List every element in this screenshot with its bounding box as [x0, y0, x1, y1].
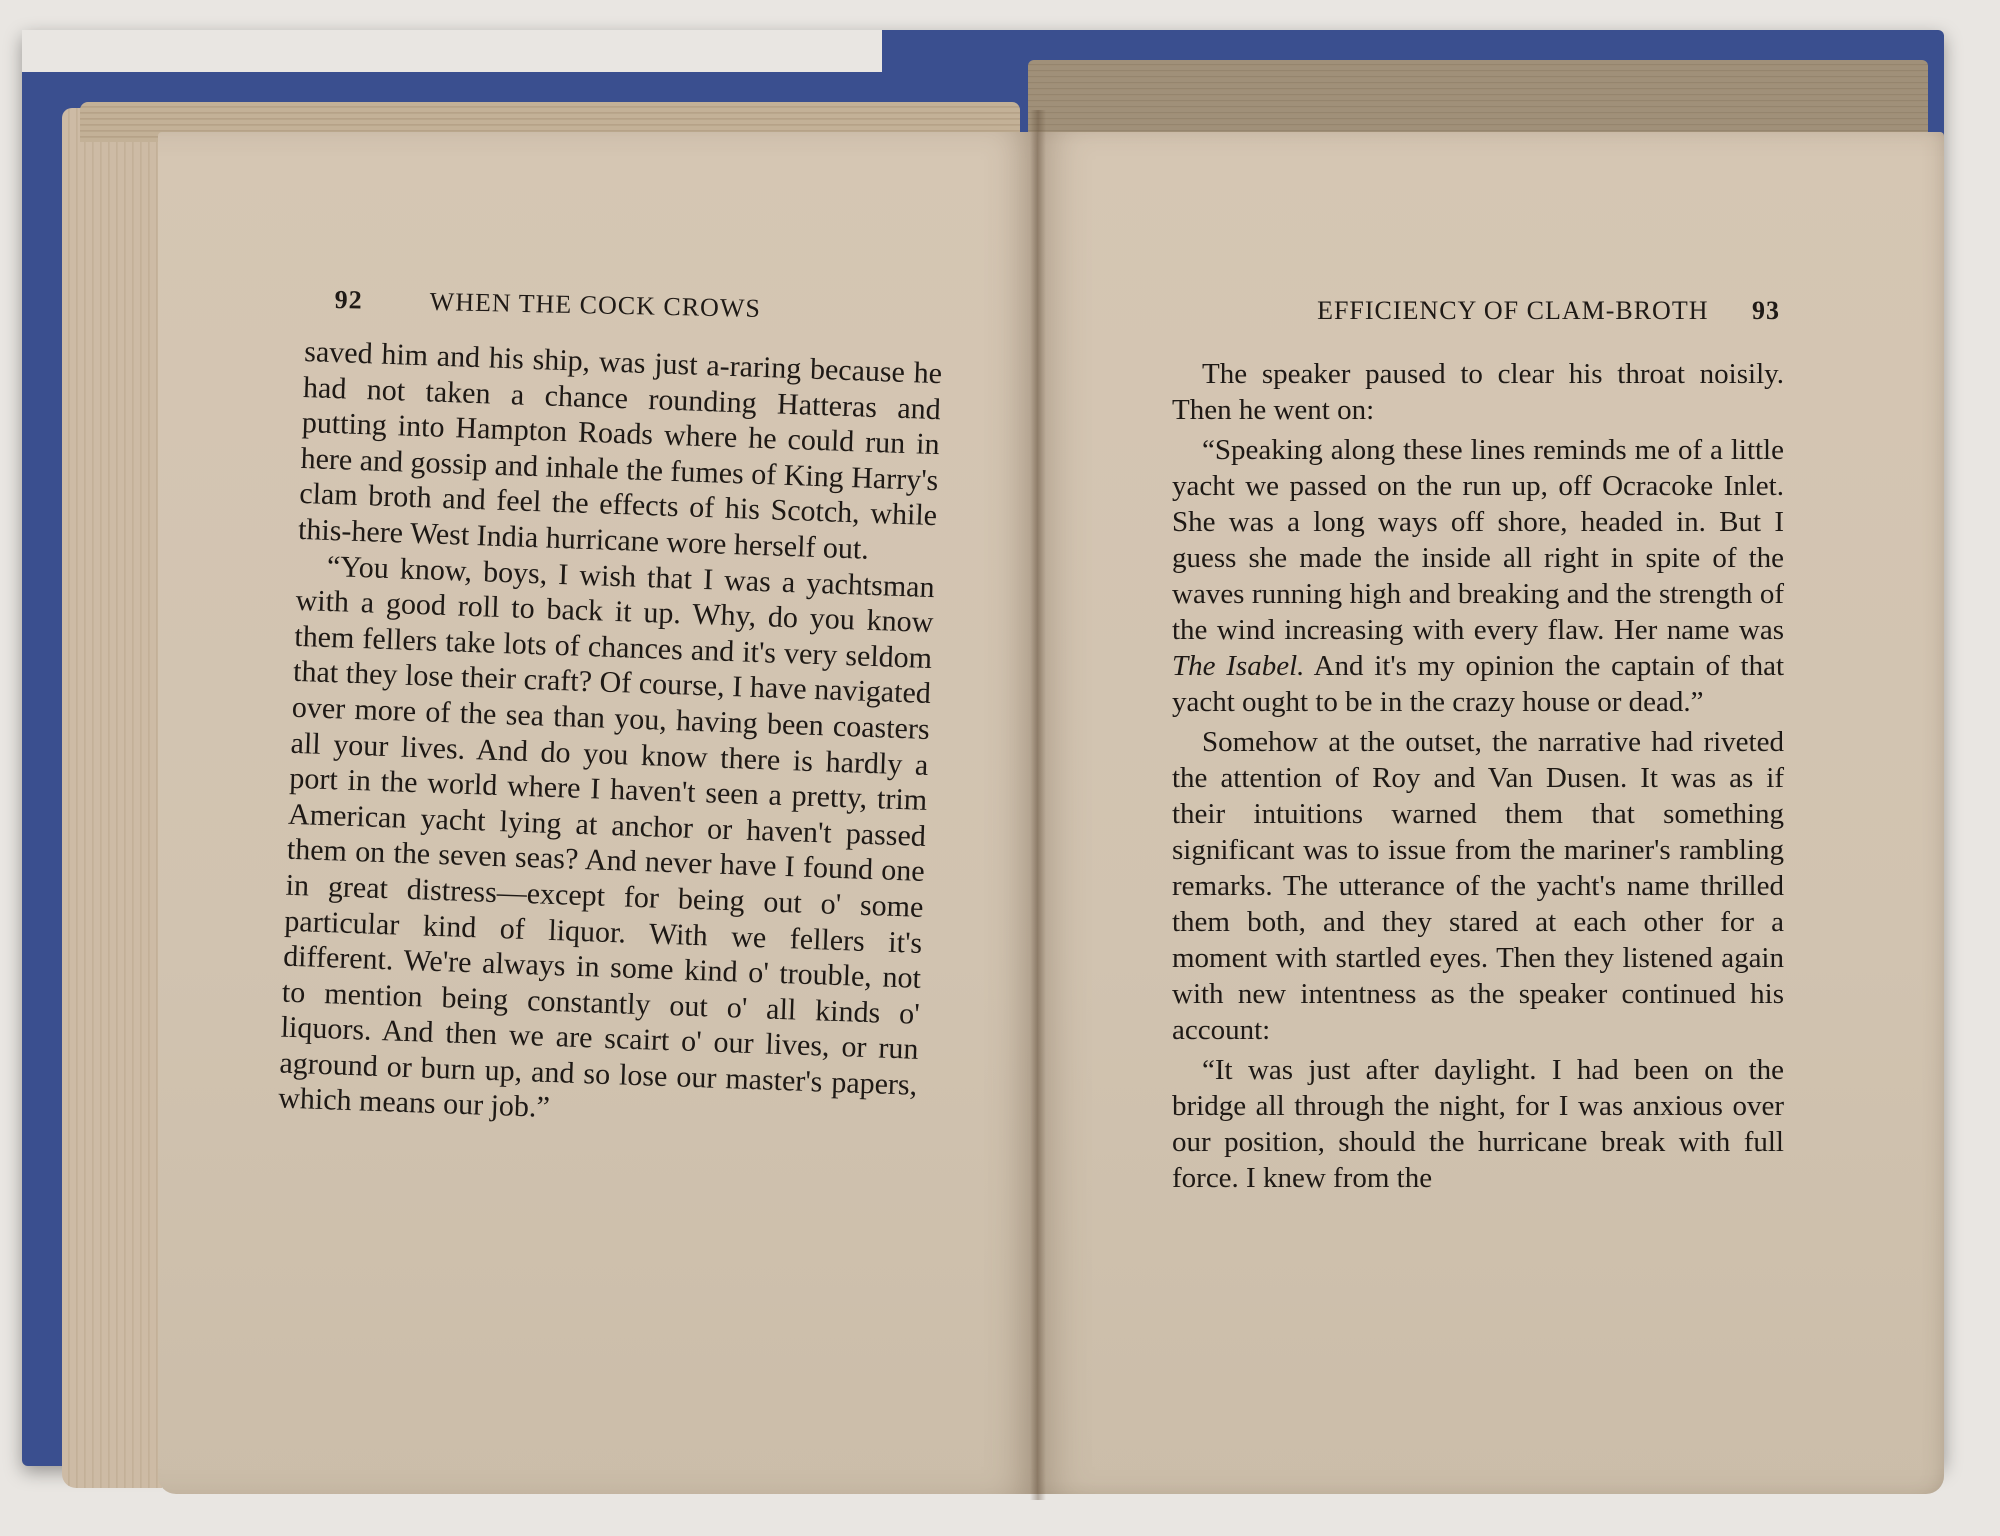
right-page-title: EFFICIENCY OF CLAM-BROTH [1317, 296, 1709, 325]
left-page-number: 92 [334, 285, 363, 315]
right-page-number: 93 [1752, 296, 1780, 325]
ship-name: The Isabel. [1172, 650, 1305, 682]
left-page-title: WHEN THE COCK CROWS [429, 286, 762, 323]
page-edges-left [62, 108, 162, 1488]
background-gap [22, 30, 882, 72]
left-paragraph-1: saved him and his ship, was just a-raring because he had not taken a chance rounding Hatteras and putting into Hampton Roads where he could run in here and gossip and inhale the fumes of King Harry's clam broth and feel the effects of his Scotch, while this-here West India hurricane wore herself out. [297, 334, 943, 566]
right-paragraph-2-start: “Speaking along these lines reminds me of a little yacht we passed on the run up, off Ocracoke Inlet. She was a long ways off shore, headed in. But I guess she made the inside all right in spite of the waves running high and breaking and the strength of the wind increasing with every flaw. Her name was [1172, 434, 1784, 646]
right-paragraph-4: “It was just after daylight. I had been on the bridge all through the night, for I was anxious over our position, should the hurricane break with full force. I knew from the [1172, 1054, 1784, 1194]
book-gutter [1030, 110, 1046, 1500]
left-page-text [278, 334, 943, 1139]
right-paragraph-2-end: And it's my opinion the captain of that yacht ought to be in the crazy house or dead.” [1172, 650, 1784, 718]
right-page-text [1172, 356, 1784, 1200]
right-paragraph-3: Somehow at the outset, the narrative had riveted the attention of Roy and Van Dusen. It was as if their intuitions warned them that something significant was to issue from the mariner's rambling remarks. The utterance of the yacht's name thrilled them both, and they stared at each other for a moment with startled eyes. Then they listened again with new intentness as the speaker continued his account: [1172, 726, 1784, 1046]
right-paragraph-2 [1172, 432, 1784, 720]
right-paragraph-1: The speaker paused to clear his throat noisily. Then he went on: [1172, 358, 1784, 426]
left-paragraph-2: “You know, boys, I wish that I was a yachtsman with a good roll to back it up. Why, do you know them fellers take lots of chances and it's very seldom that they lose their craft? Of course, I have navigated over more of the sea than you, having been coasters all your lives. And do you know there is hardly a port in the world where I haven't seen a pretty, trim American yacht lying at anchor or haven't passed them on the seven seas? And never have I found one in great distress—except for being out o' some particular kind of liquor. With we fellers it's different. We're always in some kind o' trouble, not to mention being constantly out o' all kinds o' liquors. And then we are scairt o' our lives, or run aground or burn up, and so lose our master's papers, which means our job.” [277, 549, 936, 1125]
right-running-head [1250, 296, 1780, 326]
